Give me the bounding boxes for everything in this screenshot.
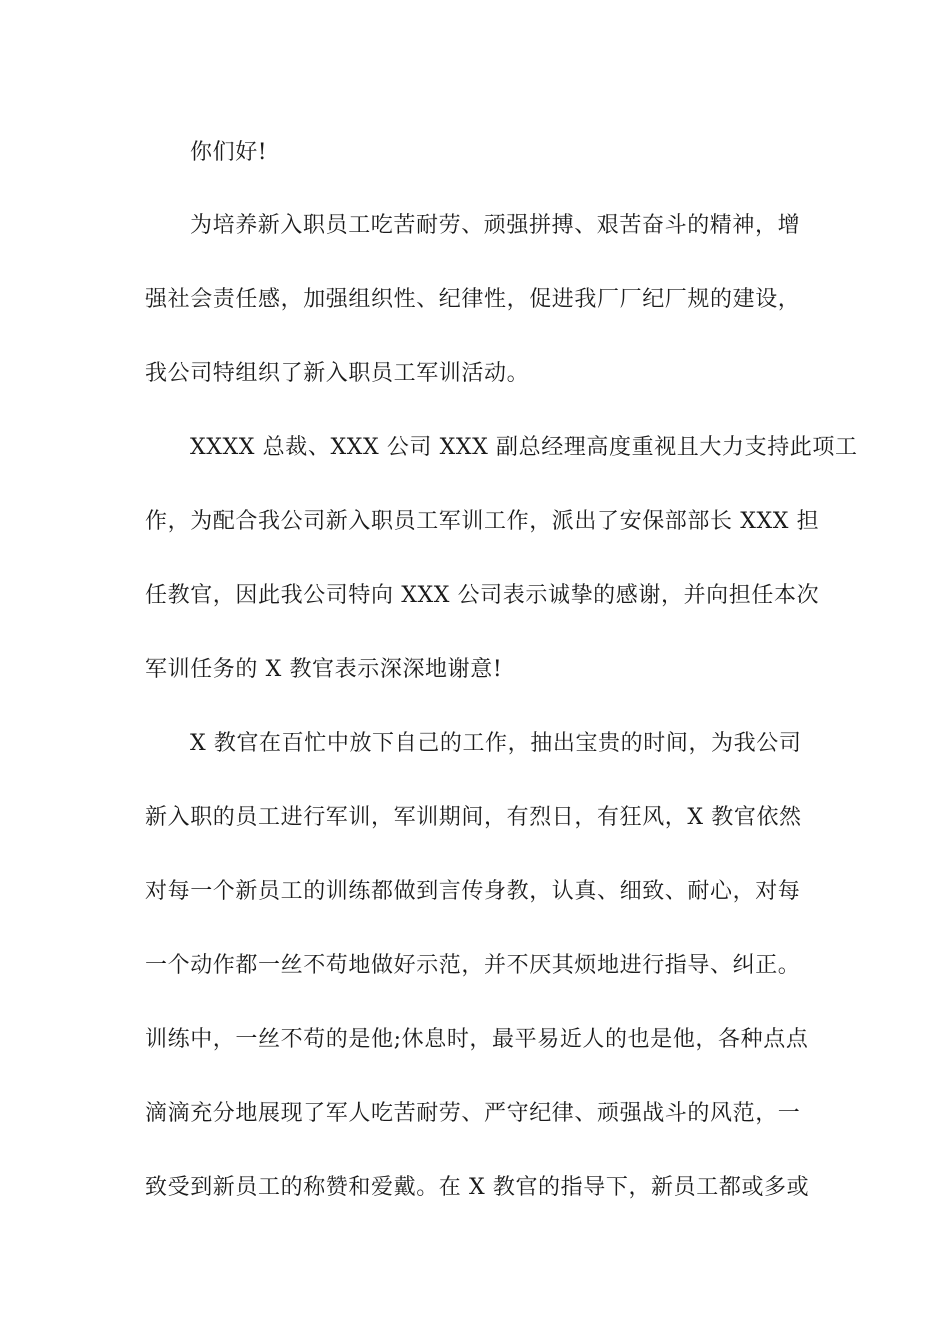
paragraph-2-line-4: 军训任务的 X 教官表示深深地谢意! xyxy=(145,657,503,682)
paragraph-3-line-6: 滴滴充分地展现了军人吃苦耐劳、严守纪律、顽强战斗的风范，一 xyxy=(145,1101,801,1126)
greeting: 你们好! xyxy=(190,140,268,165)
paragraph-3-line-1: X 教官在百忙中放下自己的工作，抽出宝贵的时间，为我公司 xyxy=(190,731,802,756)
paragraph-1-line-3: 我公司特组织了新入职员工军训活动。 xyxy=(145,361,530,386)
paragraph-3-line-5: 训练中，一丝不苟的是他;休息时，最平易近人的也是他，各种点点 xyxy=(145,1027,809,1052)
paragraph-1-line-2: 强社会责任感，加强组织性、纪律性，促进我厂厂纪厂规的建设， xyxy=(145,287,801,312)
paragraph-2-line-2: 作，为配合我公司新入职员工军训工作，派出了安保部部长 XXX 担 xyxy=(145,509,820,534)
paragraph-1-line-1: 为培养新入职员工吃苦耐劳、顽强拼搏、艰苦奋斗的精神，增 xyxy=(190,213,801,238)
paragraph-3-line-2: 新入职的员工进行军训，军训期间，有烈日，有狂风，X 教官依然 xyxy=(145,805,802,830)
paragraph-2-line-3: 任教官，因此我公司特向 XXX 公司表示诚挚的感谢，并向担任本次 xyxy=(145,583,820,608)
paragraph-3-line-3: 对每一个新员工的训练都做到言传身教，认真、细致、耐心，对每 xyxy=(145,879,801,904)
paragraph-2-line-1: XXXX 总裁、XXX 公司 XXX 副总经理高度重视且大力支持此项工 xyxy=(190,435,858,460)
paragraph-3-line-7: 致受到新员工的称赞和爱戴。在 X 教官的指导下，新员工都或多或 xyxy=(145,1175,810,1200)
paragraph-3-line-4: 一个动作都一丝不苟地做好示范，并不厌其烦地进行指导、纠正。 xyxy=(145,953,801,978)
